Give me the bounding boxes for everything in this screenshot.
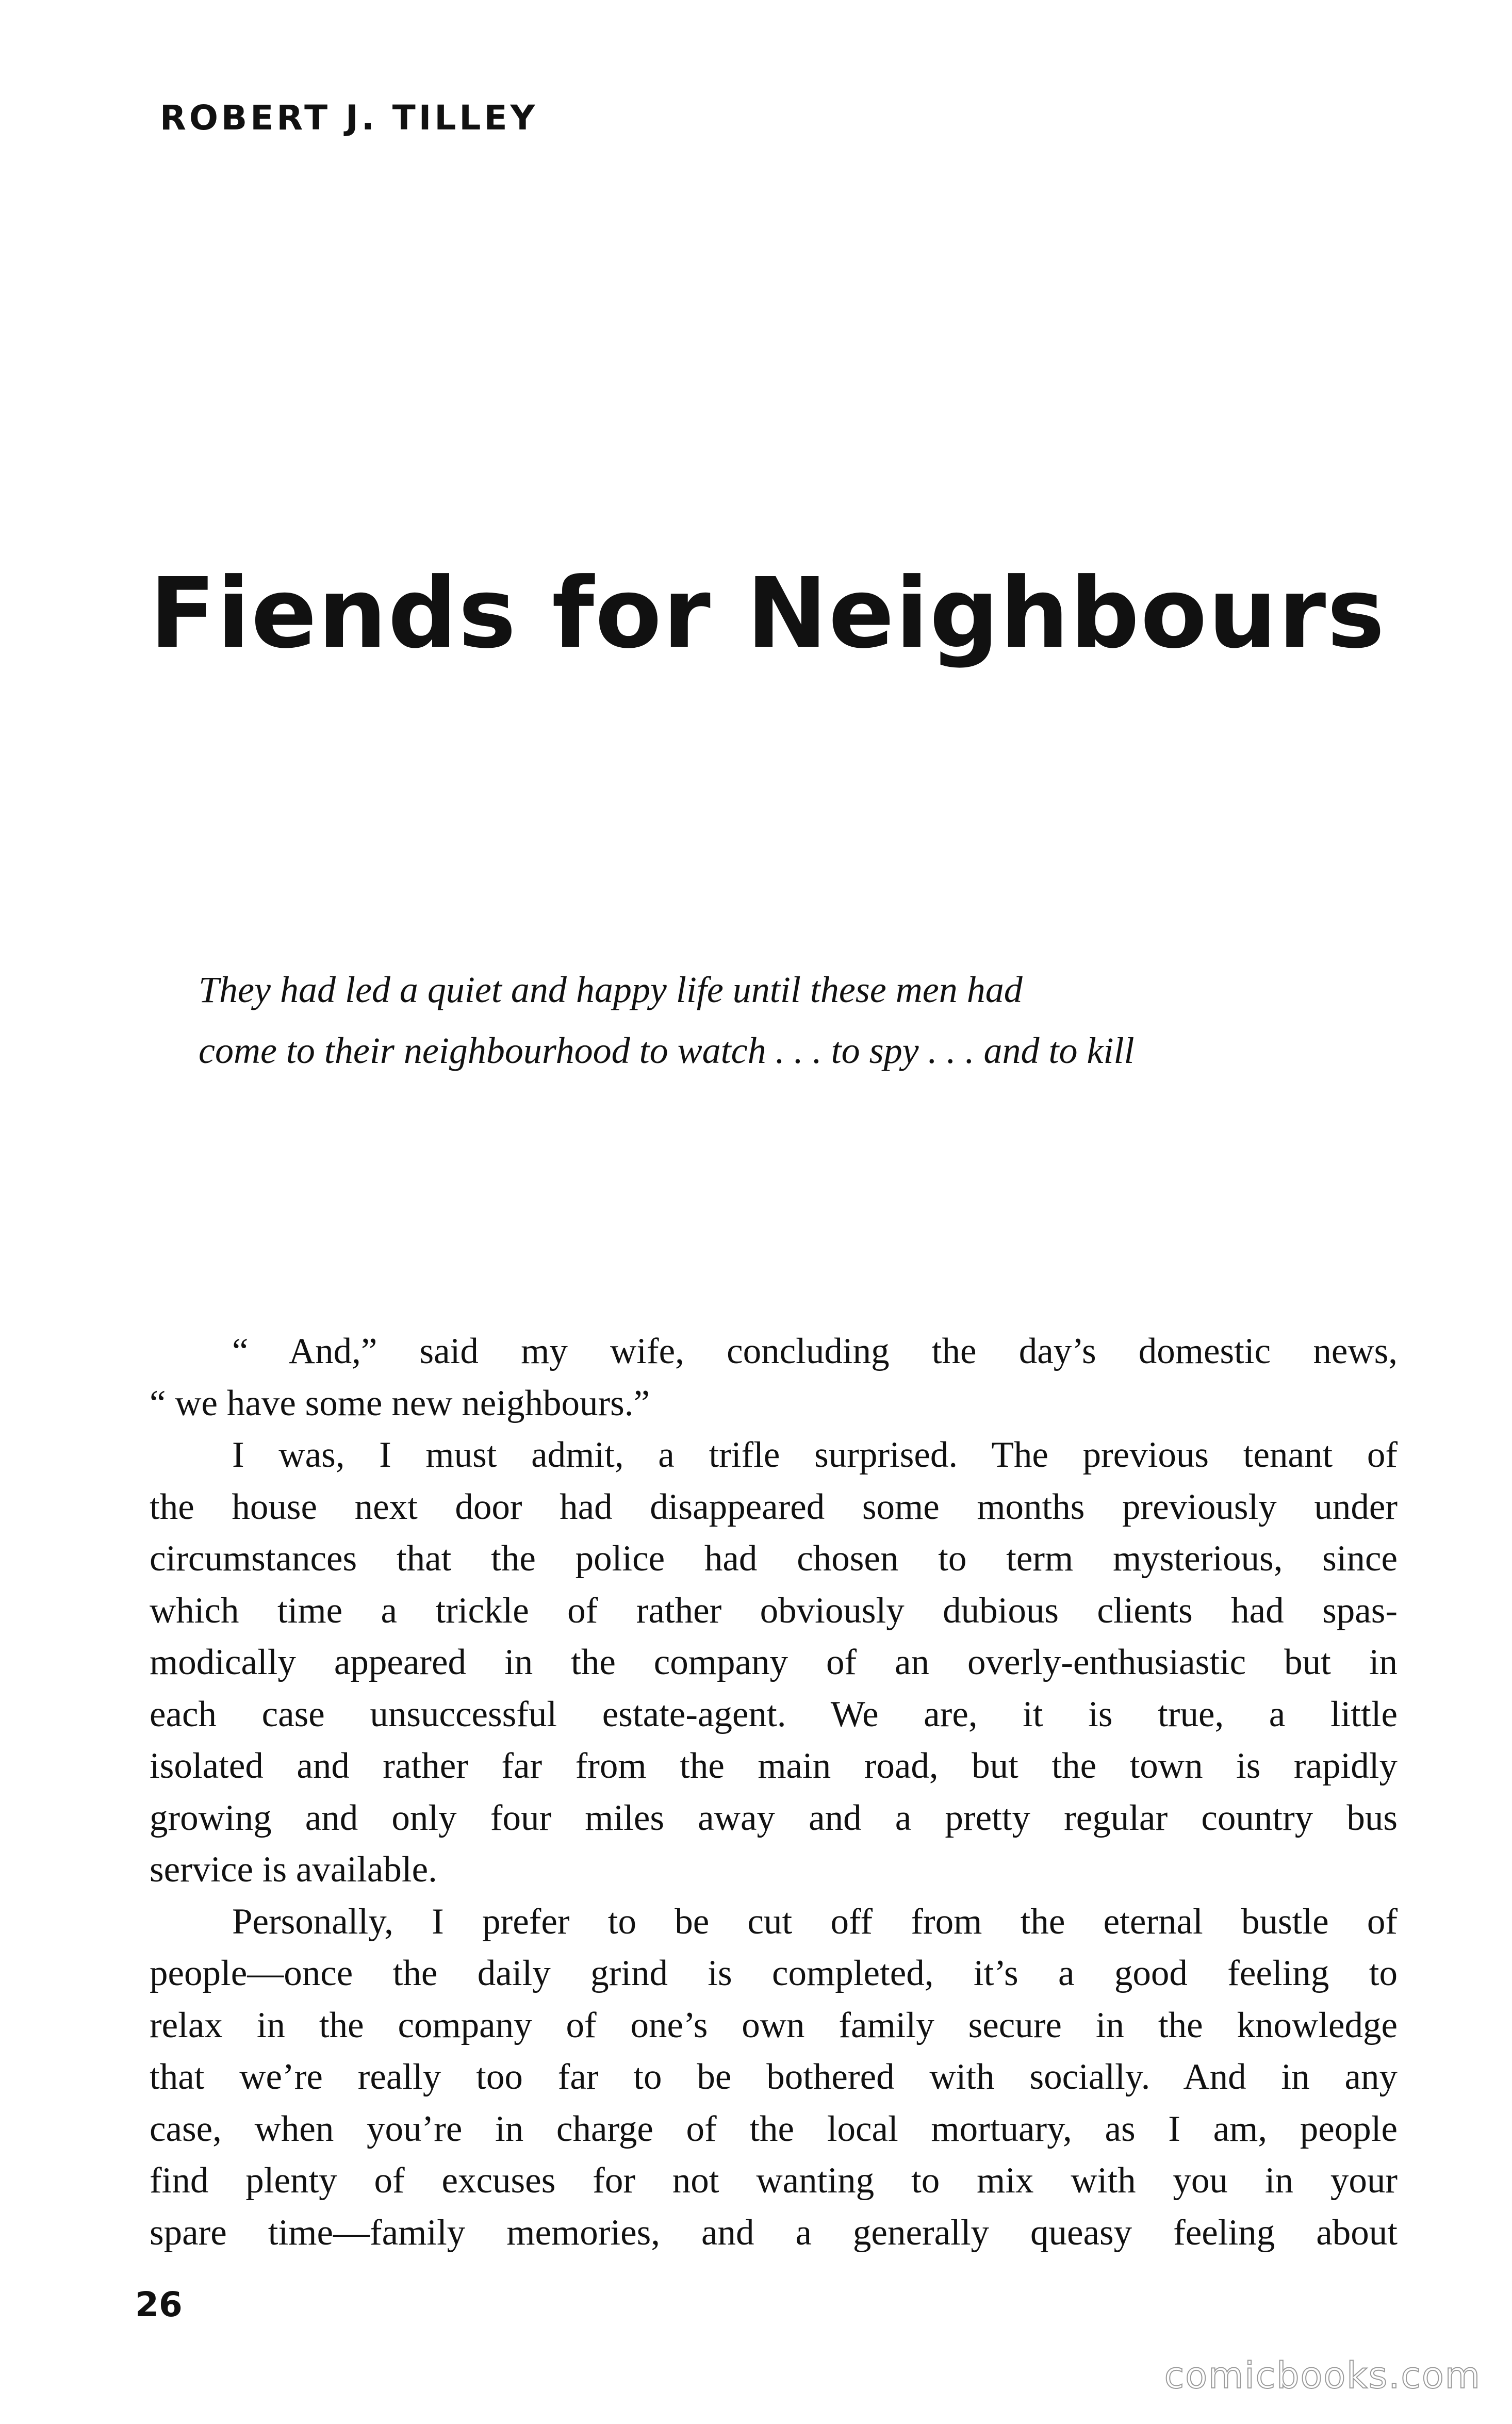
body-line: “ we have some new neighbours.” (150, 1383, 650, 1423)
watermark: comicbooks.com (1164, 2354, 1481, 2397)
body-line: I was, I must admit, a trifle surprised. The previous tenant of (232, 1435, 1398, 1475)
blurb-line: come to their neighbourhood to watch . . . to spy . . . and to kill (199, 1030, 1135, 1071)
body-line: each case unsuccessful estate-agent. We are, it is true, a little (150, 1694, 1398, 1734)
body-line: service is available. (150, 1849, 437, 1890)
author-name: ROBERT J. TILLEY (160, 98, 538, 138)
body-line: “ And,” said my wife, concluding the day’s domestic news, (232, 1331, 1398, 1371)
body-line: spare time—family memories, and a generally queasy feeling about (150, 2212, 1398, 2253)
body-line: isolated and rather far from the main road, but the town is rapidly (150, 1746, 1398, 1786)
body-line: people—once the daily grind is completed, it’s a good feeling to (150, 1953, 1398, 1993)
story-body (150, 1325, 1398, 2258)
body-line: which time a trickle of rather obviously dubious clients had spas- (150, 1590, 1398, 1631)
body-line: growing and only four miles away and a pretty regular country bus (150, 1797, 1398, 1838)
body-line: the house next door had disappeared some months previously under (150, 1486, 1398, 1527)
body-line: circumstances that the police had chosen to term mysterious, since (150, 1538, 1398, 1579)
body-line: modically appeared in the company of an overly-enthusiastic but in (150, 1642, 1398, 1682)
page-number: 26 (135, 2285, 183, 2324)
body-line: relax in the company of one’s own family secure in the knowledge (150, 2005, 1398, 2045)
story-title: Fiends for Neighbours (150, 557, 1386, 670)
blurb-line: They had led a quiet and happy life until these men had (199, 969, 1023, 1010)
body-line: case, when you’re in charge of the local mortuary, as I am, people (150, 2108, 1398, 2149)
body-line: that we’re really too far to be bothered with socially. And in any (150, 2057, 1398, 2097)
story-blurb (199, 959, 1359, 1081)
body-line: find plenty of excuses for not wanting to mix with you in your (150, 2160, 1398, 2201)
body-line: Personally, I prefer to be cut off from the eternal bustle of (232, 1901, 1398, 1942)
